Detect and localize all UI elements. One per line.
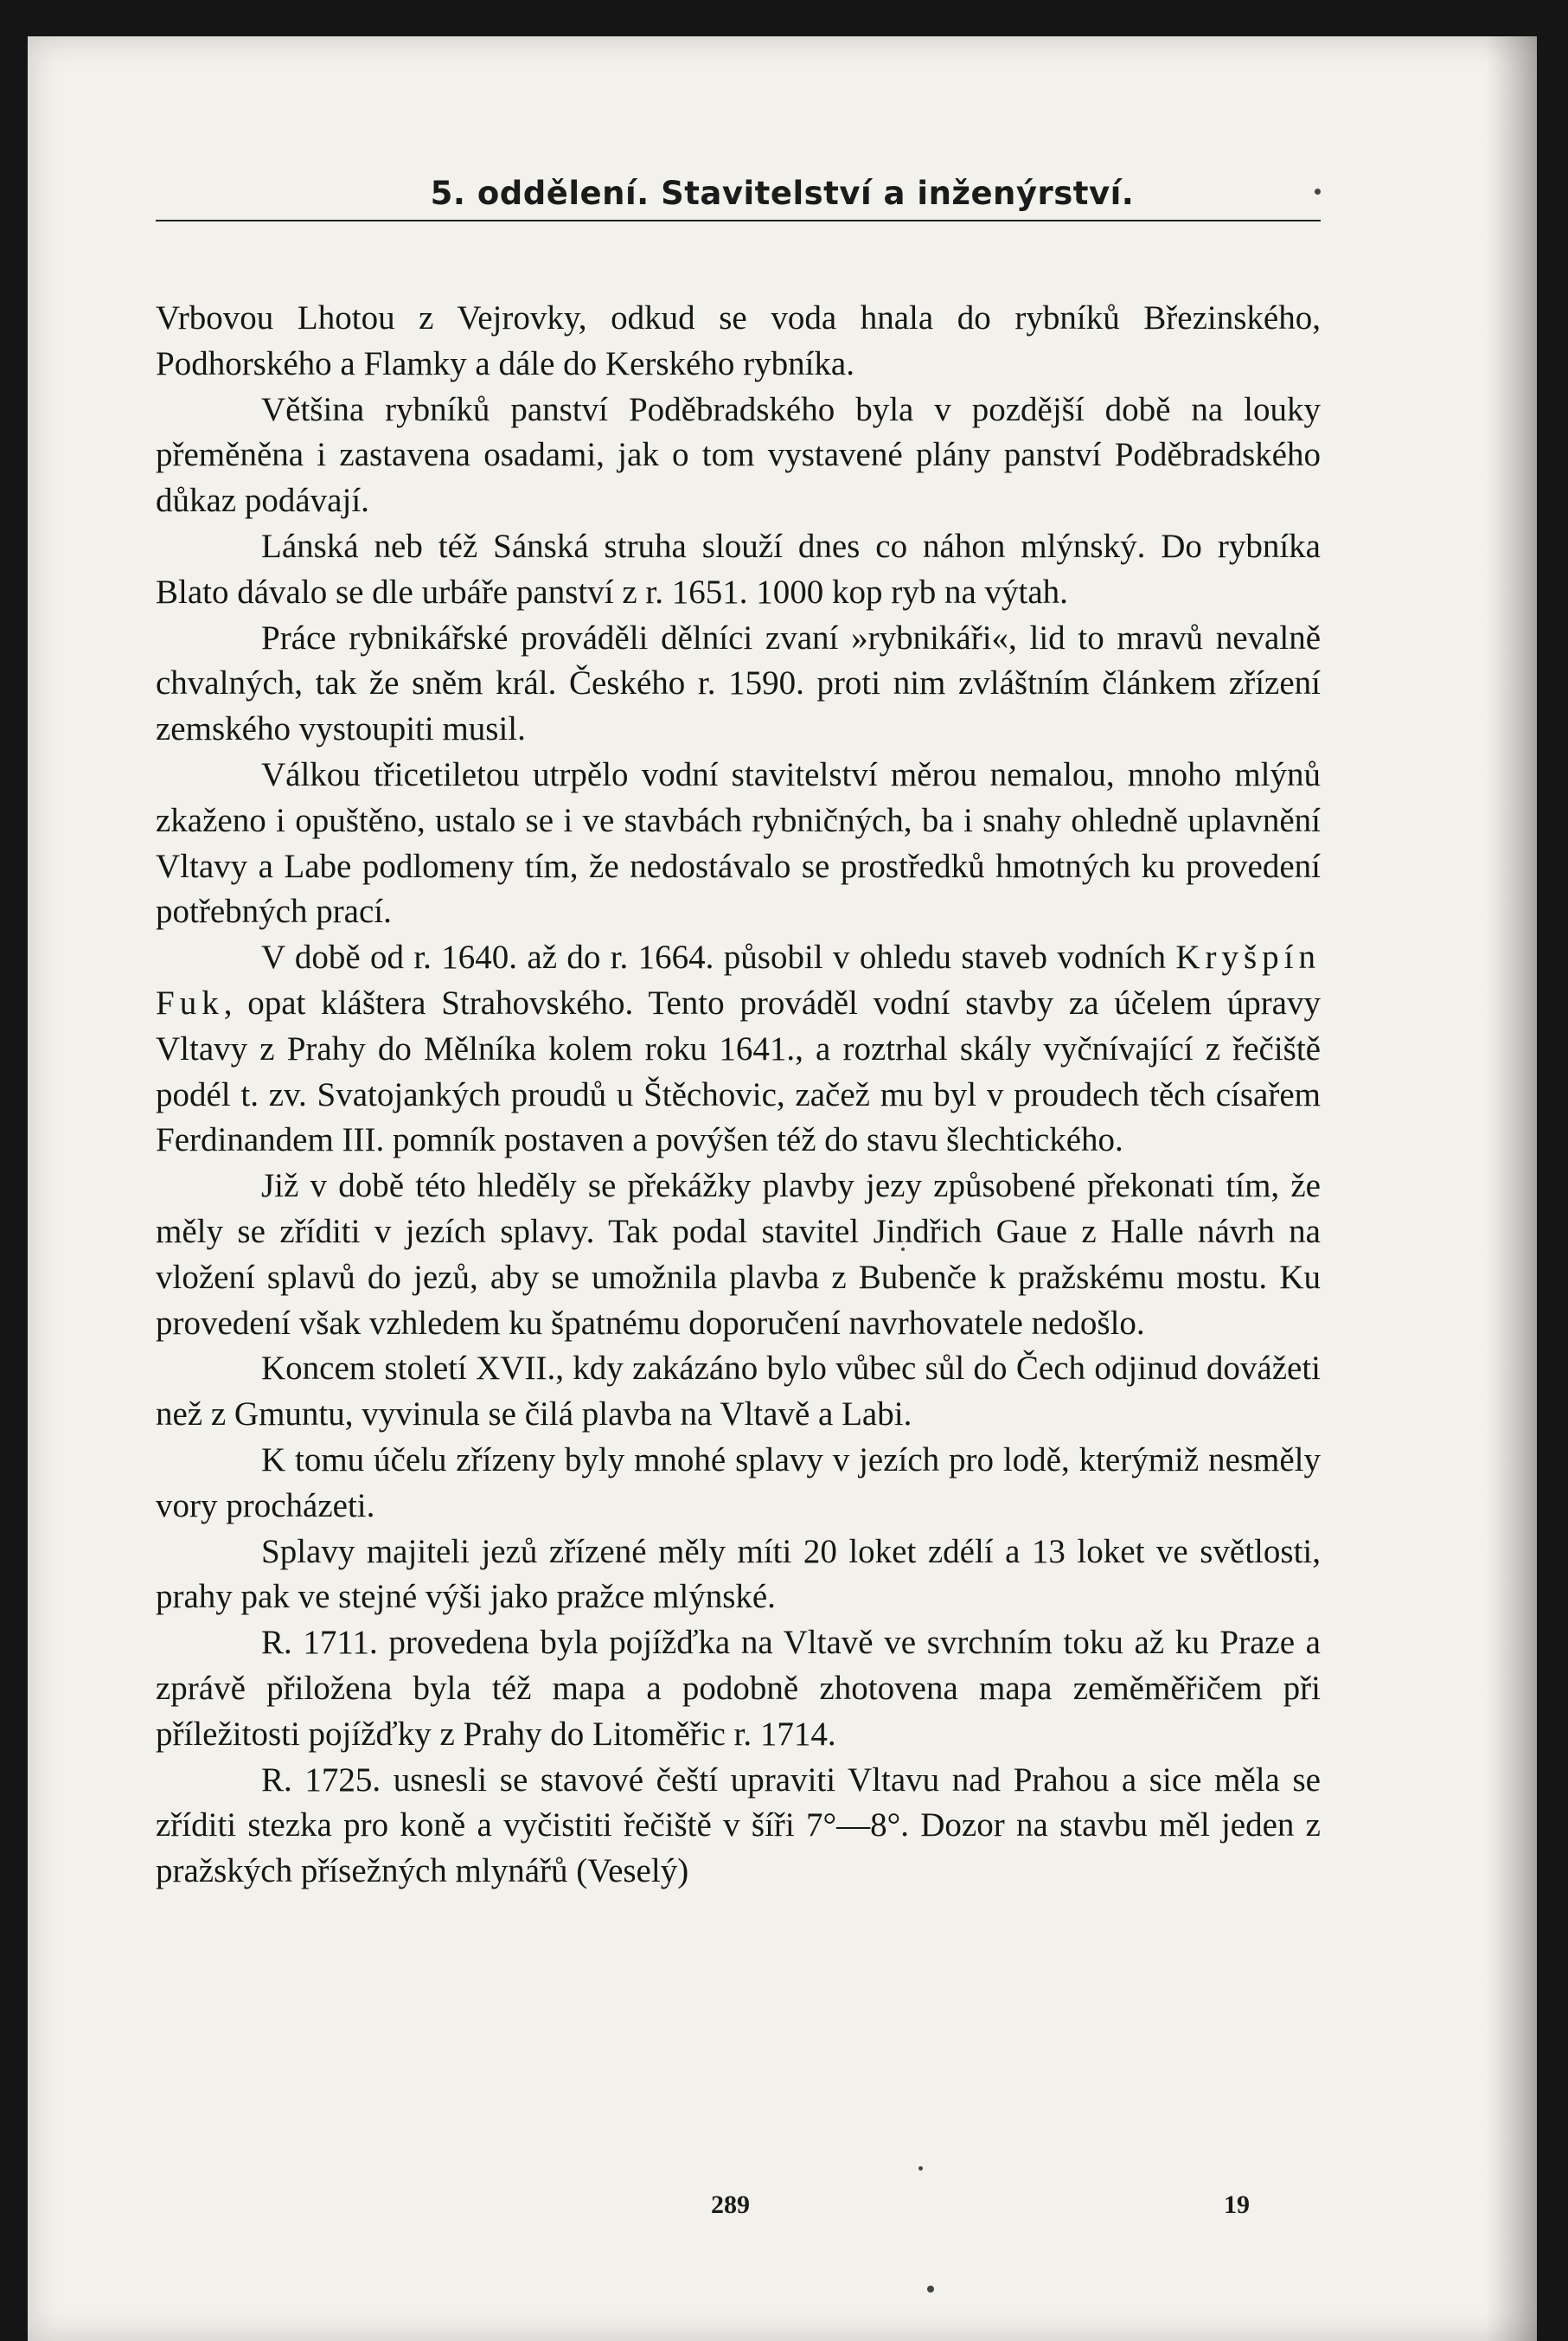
page-edge-shadow xyxy=(1485,36,1537,2341)
document-page xyxy=(28,36,1537,2341)
paragraph-fuk xyxy=(156,935,1321,1164)
paragraph: Splavy majiteli jezů zřízené měly míti 20 loket zdélí a 13 loket ve světlosti, prahy pak ve stejné výši jako pražce mlýnské. xyxy=(156,1532,1321,1616)
paragraph: R. 1725. usnesli se stavové čeští upraviti Vltavu nad Prahou a sice měla se zříditi stezka pro koně a vyčistiti řečiště v šíři 7°—8°. Dozor na stavbu měl jeden z pražských přísežných mlynářů (Veselý) xyxy=(156,1761,1321,1890)
paragraph: Válkou třicetiletou utrpělo vodní stavitelství měrou nemalou, mnoho mlýnů zkaženo i opuštěno, ustalo se i ve stavbách rybničných, ba i snahy ohledně uplavnění Vltavy a Labe podlomeny tím, že nedostávalo se prostředků hmotných ku provedení potřebných prací. xyxy=(156,755,1321,931)
paragraph: Již v době této hleděly se překážky plavby jezy způsobené překonati tím, že měly se zříditi v jezích splavy. Tak podal stavitel Jindřich Gaue z Halle návrh na vložení splavů do jezů, aby se umožnila plavba z Bubenče k pražskému mostu. Ku provedení však vzhledem ku špatnému doporučení navrhovatele nedošlo. xyxy=(156,1167,1321,1342)
body-text xyxy=(156,296,1321,1895)
paragraph: Práce rybnikářské prováděli dělníci zvaní »rybnikáři«, lid to mravů nevalně chvalných, tak že sněm král. Českého r. 1590. proti nim zvláštním článkem zřízení zemského vystoupiti musil. xyxy=(156,619,1321,748)
fuk-text-after: , opat kláštera Strahovského. Tento prováděl vodní stavby za účelem úpravy Vltavy z Prahy do Mělníka kolem roku 1641., a roztrhal skály vyčnívající z řečiště podél t. zv. Svatojankých proudů u Štěchovic, začež mu byl v proudech těch císařem Ferdinandem III. pomník postaven a povýšen též do stavu šlechtického. xyxy=(156,984,1321,1159)
paragraph-continuation: Vrbovou Lhotou z Vejrovky, odkud se voda hnala do rybníků Březinského, Podhorského a Flamky a dále do Kerského rybníka. xyxy=(156,299,1321,382)
paragraph: R. 1711. provedena byla pojížďka na Vltavě ve svrchním toku až ku Praze a zprávě přiložena byla též mapa a podobně zhotovena mapa zeměměřičem při příležitosti pojížďky z Prahy do Litoměřic r. 1714. xyxy=(156,1624,1321,1753)
person-name-spaced: Kryšpín Fuk xyxy=(156,939,1321,1022)
paragraph: Většina rybníků panství Poděbradského byla v pozdější době na louky přeměněna i zastavena osadami, jak o tom vystavené plány panství Poděbradského důkaz podávají. xyxy=(156,390,1321,520)
paragraph: Koncem století XVII., kdy zakázáno bylo vůbec sůl do Čech odjinud dovážeti než z Gmuntu, vyvinula se čilá plavba na Vltavě a Labi. xyxy=(156,1350,1321,1433)
running-head: 5. oddělení. Stavitelství a inženýrství. xyxy=(430,175,1135,212)
signature-mark: 19 xyxy=(1224,2190,1250,2219)
fuk-text-before: V době od r. 1640. až do r. 1664. působil v ohledu staveb vodních xyxy=(261,939,1176,977)
paragraph: Lánská neb též Sánská struha slouží dnes co náhon mlýnský. Do rybníka Blato dávalo se dle urbáře panství z r. 1651. 1000 kop ryb na výtah. xyxy=(156,527,1321,611)
paragraph: K tomu účelu zřízeny byly mnohé splavy v jezích pro lodě, kterýmiž nesměly vory procházeti. xyxy=(156,1440,1321,1524)
running-head-rule xyxy=(156,220,1321,221)
page-number: 289 xyxy=(711,2190,750,2219)
